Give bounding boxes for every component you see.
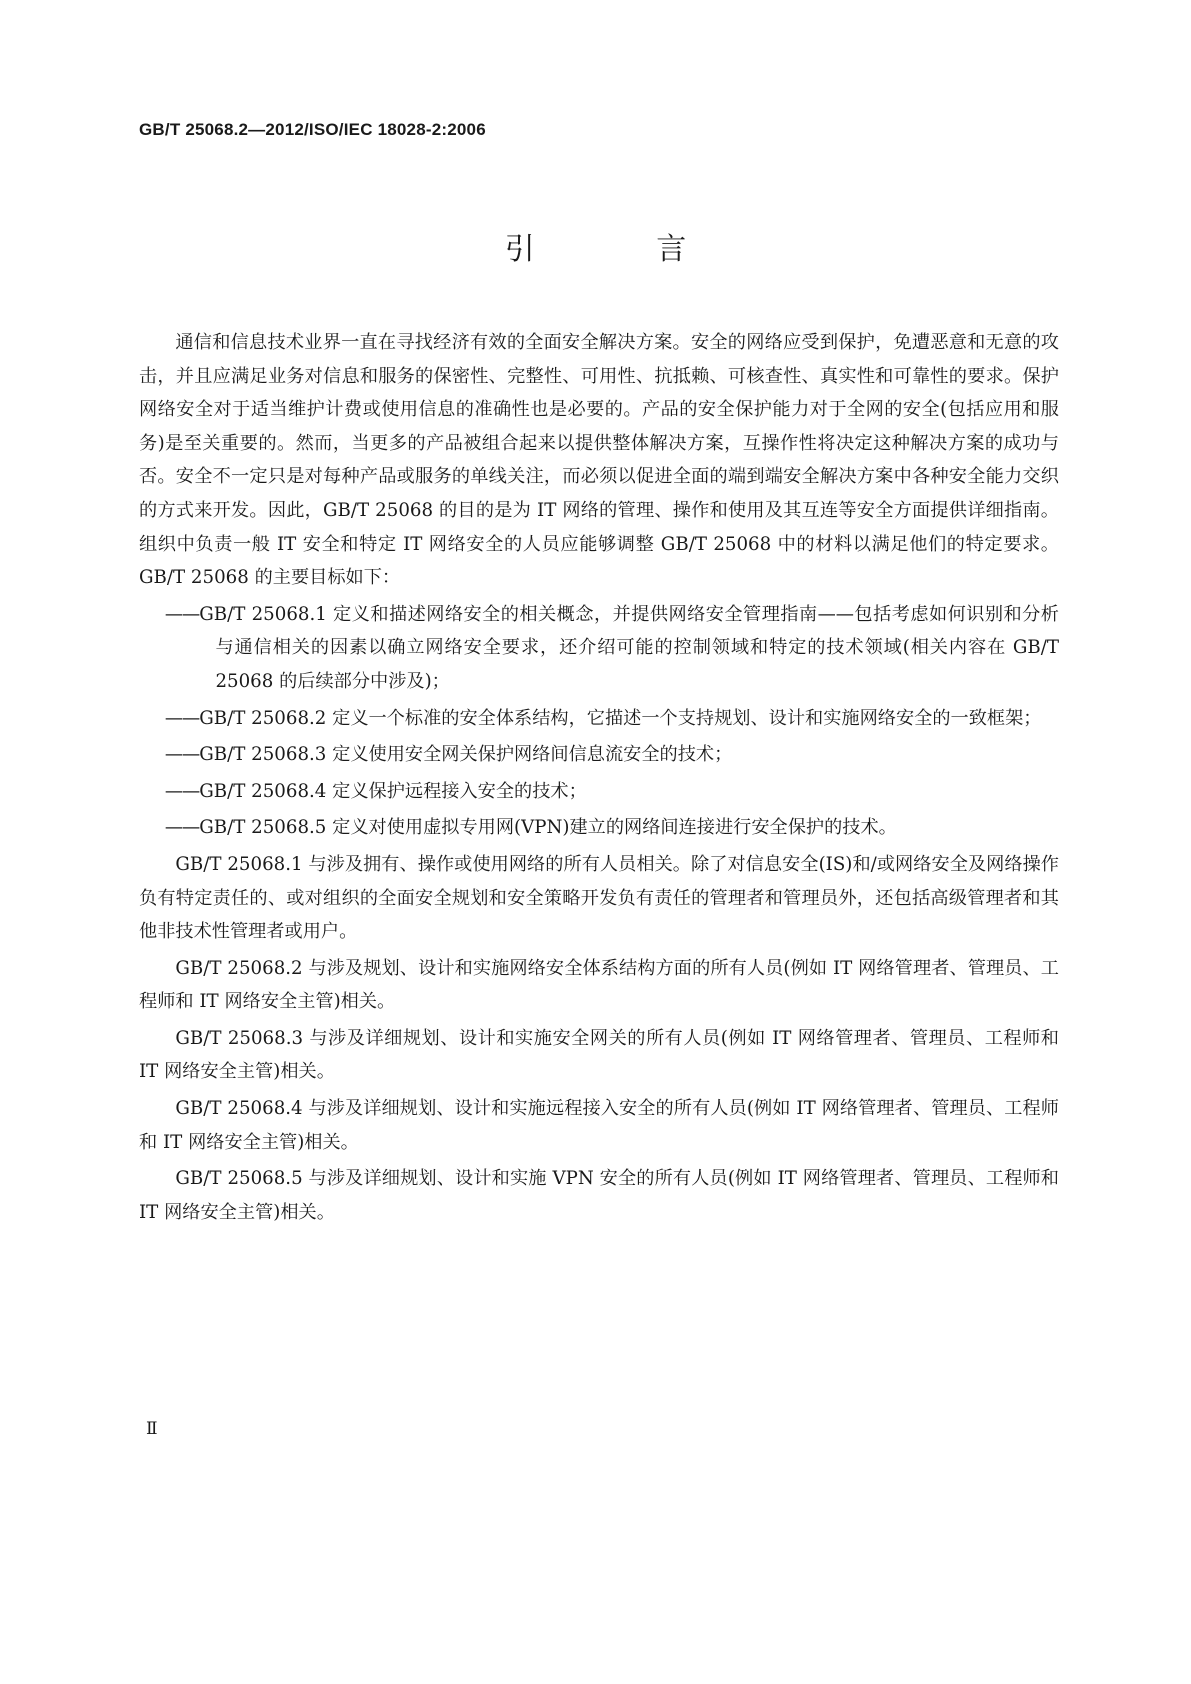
audience-paragraph-part1: GB/T 25068.1 与涉及拥有、操作或使用网络的所有人员相关。除了对信息安全(IS)和/或网络安全及网络操作负有特定责任的、或对组织的全面安全规划和安全策略开发负有责任的管理者和管理员外，还包括高级管理者和其他非技术性管理者或用户。 — [139, 853, 1059, 943]
dash-bullet: —— — [164, 707, 200, 729]
dash-bullet: —— — [164, 744, 200, 766]
page-title: 引 言 — [504, 232, 743, 267]
audience-paragraph-part4: GB/T 25068.4 与涉及详细规划、设计和实施远程接入安全的所有人员(例如 IT 网络管理者、管理员、工程师和 IT 网络安全主管)相关。 — [139, 1098, 1059, 1153]
audience-paragraph-part5: GB/T 25068.5 与涉及详细规划、设计和实施 VPN 安全的所有人员(例如 IT 网络管理者、管理员、工程师和 IT 网络安全主管)相关。 — [139, 1168, 1059, 1223]
list-item — [165, 738, 1059, 772]
page-number: Ⅱ — [146, 1419, 158, 1438]
list-item — [165, 598, 1059, 699]
list-item-text: GB/T 25068.2 定义一个标准的安全体系结构，它描述一个支持规划、设计和实施网络安全的一致框架； — [199, 707, 1042, 729]
list-item — [165, 811, 1059, 845]
dash-bullet: —— — [164, 603, 200, 625]
list-item-text: GB/T 25068.3 定义使用安全网关保护网络间信息流安全的技术； — [199, 744, 733, 766]
document-body — [139, 326, 1059, 1232]
list-item-text: GB/T 25068.4 定义保护远程接入安全的技术； — [199, 780, 587, 802]
standard-number-header: GB/T 25068.2—2012/ISO/IEC 18028-2:2006 — [139, 120, 486, 139]
list-item — [165, 775, 1059, 809]
dash-bullet: —— — [164, 780, 200, 802]
list-item-text: GB/T 25068.1 定义和描述网络安全的相关概念，并提供网络安全管理指南——包括考虑如何识别和分析与通信相关的因素以确立网络安全要求，还介绍可能的控制领域和特定的技术领域(相关内容在 GB/T 25068 的后续部分中涉及)； — [199, 603, 1059, 692]
list-item — [165, 702, 1059, 736]
list-item-text: GB/T 25068.5 定义对使用虚拟专用网(VPN)建立的网络间连接进行安全保护的技术。 — [199, 817, 897, 839]
audience-paragraph-part3: GB/T 25068.3 与涉及详细规划、设计和实施安全网关的所有人员(例如 IT 网络管理者、管理员、工程师和 IT 网络安全主管)相关。 — [139, 1027, 1059, 1083]
objectives-list — [139, 598, 1059, 845]
dash-bullet: —— — [164, 817, 200, 839]
intro-paragraph: 通信和信息技术业界一直在寻找经济有效的全面安全解决方案。安全的网络应受到保护，免遭恶意和无意的攻击，并且应满足业务对信息和服务的保密性、完整性、可用性、抗抵赖、可核查性、真实性和可靠性的要求。保护网络安全对于适当维护计费或使用信息的准确性也是必要的。产品的安全保护能力对于全网的安全(包括应用和服务)是至关重要的。然而，当更多的产品被组合起来以提供整体解决方案，互操作性将决定这种解决方案的成功与否。安全不一定只是对每种产品或服务的单线关注，而必须以促进全面的端到端安全解决方案中各种安全能力交织的方式来开发。因此，GB/T 25068 的目的是为 IT 网络的管理、操作和使用及其互连等安全方面提供详细指南。组织中负责一般 IT 安全和特定 IT 网络安全的人员应能够调整 GB/T 25068 中的材料以满足他们的特定要求。GB/T 25068 的主要目标如下： — [139, 332, 1059, 589]
audience-paragraph-part2: GB/T 25068.2 与涉及规划、设计和实施网络安全体系结构方面的所有人员(例如 IT 网络管理者、管理员、工程师和 IT 网络安全主管)相关。 — [139, 957, 1059, 1013]
